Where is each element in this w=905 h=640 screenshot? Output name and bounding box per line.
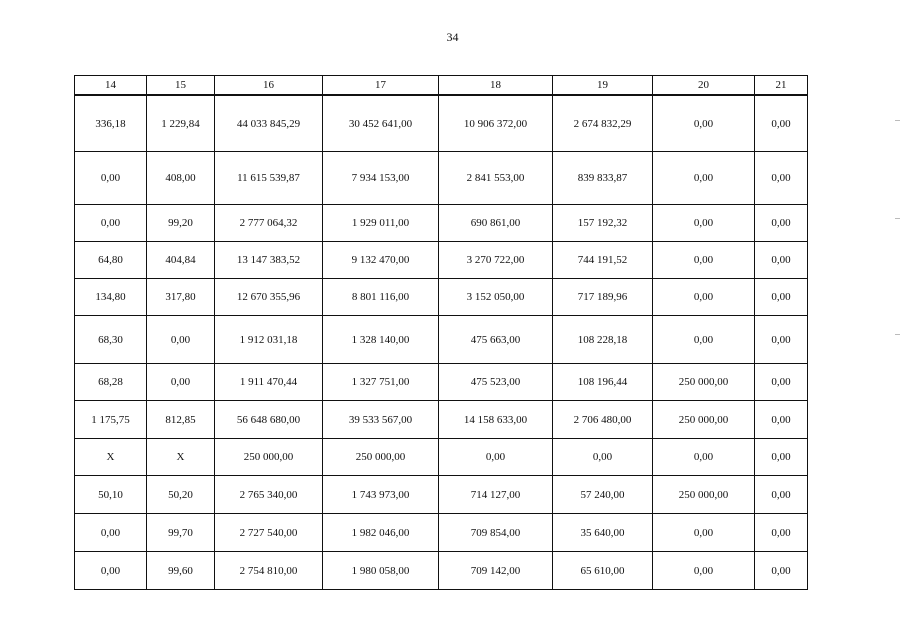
table-cell: 0,00 — [755, 95, 808, 152]
table-row — [75, 152, 808, 205]
table-cell: 50,20 — [147, 476, 215, 514]
table-cell: 317,80 — [147, 279, 215, 316]
column-header: 14 — [75, 76, 147, 96]
table-cell: 250 000,00 — [653, 364, 755, 401]
table-cell: 68,28 — [75, 364, 147, 401]
margin-mark — [895, 218, 900, 219]
table-cell: 8 801 116,00 — [323, 279, 439, 316]
table-cell: 1 929 011,00 — [323, 205, 439, 242]
table-cell: 65 610,00 — [553, 552, 653, 590]
table-cell: 14 158 633,00 — [439, 401, 553, 439]
table-cell: 0,00 — [755, 316, 808, 364]
table-cell: 0,00 — [75, 205, 147, 242]
table-cell: 475 523,00 — [439, 364, 553, 401]
table-cell: 3 270 722,00 — [439, 242, 553, 279]
table-cell: 0,00 — [755, 552, 808, 590]
table-row — [75, 364, 808, 401]
table-cell: 709 854,00 — [439, 514, 553, 552]
table-cell: 1 980 058,00 — [323, 552, 439, 590]
table-cell: 39 533 567,00 — [323, 401, 439, 439]
table-cell: 9 132 470,00 — [323, 242, 439, 279]
table-row — [75, 279, 808, 316]
table-cell: 1 911 470,44 — [215, 364, 323, 401]
table-cell: 0,00 — [653, 242, 755, 279]
table-cell: 1 229,84 — [147, 95, 215, 152]
table-cell: 157 192,32 — [553, 205, 653, 242]
margin-mark — [895, 334, 900, 335]
column-header: 18 — [439, 76, 553, 96]
table-cell: 1 327 751,00 — [323, 364, 439, 401]
table-cell: 408,00 — [147, 152, 215, 205]
table-cell: 0,00 — [553, 439, 653, 476]
table-row — [75, 95, 808, 152]
column-header: 16 — [215, 76, 323, 96]
table-cell: 2 727 540,00 — [215, 514, 323, 552]
column-header: 21 — [755, 76, 808, 96]
table-cell: 0,00 — [75, 514, 147, 552]
table-cell: 1 175,75 — [75, 401, 147, 439]
table-cell: 11 615 539,87 — [215, 152, 323, 205]
table-cell: 1 743 973,00 — [323, 476, 439, 514]
table-cell: 2 765 340,00 — [215, 476, 323, 514]
table-cell: 12 670 355,96 — [215, 279, 323, 316]
table-row — [75, 316, 808, 364]
table-cell: 0,00 — [75, 152, 147, 205]
table-cell: 0,00 — [653, 552, 755, 590]
table-cell: X — [75, 439, 147, 476]
column-header: 17 — [323, 76, 439, 96]
table-cell: 99,60 — [147, 552, 215, 590]
table-cell: 10 906 372,00 — [439, 95, 553, 152]
table-cell: 0,00 — [439, 439, 553, 476]
table-cell: 2 674 832,29 — [553, 95, 653, 152]
table-cell: 0,00 — [755, 439, 808, 476]
table-cell: 0,00 — [653, 316, 755, 364]
table-cell: 404,84 — [147, 242, 215, 279]
table-cell: 2 754 810,00 — [215, 552, 323, 590]
page-number: 34 — [446, 30, 459, 44]
table-row — [75, 205, 808, 242]
table-cell: 250 000,00 — [215, 439, 323, 476]
table-cell: 475 663,00 — [439, 316, 553, 364]
table-cell: 744 191,52 — [553, 242, 653, 279]
table-cell: 1 912 031,18 — [215, 316, 323, 364]
margin-mark — [895, 120, 900, 121]
table-row — [75, 514, 808, 552]
table-cell: 714 127,00 — [439, 476, 553, 514]
table-cell: 108 228,18 — [553, 316, 653, 364]
table-cell: 99,20 — [147, 205, 215, 242]
table-cell: X — [147, 439, 215, 476]
table-cell: 7 934 153,00 — [323, 152, 439, 205]
table-cell: 0,00 — [755, 364, 808, 401]
table-header-row — [75, 76, 808, 96]
table-cell: 0,00 — [755, 205, 808, 242]
table-cell: 709 142,00 — [439, 552, 553, 590]
table-cell: 0,00 — [653, 152, 755, 205]
table-cell: 2 706 480,00 — [553, 401, 653, 439]
table-cell: 64,80 — [75, 242, 147, 279]
table-cell: 812,85 — [147, 401, 215, 439]
table-cell: 0,00 — [653, 514, 755, 552]
table-cell: 0,00 — [147, 364, 215, 401]
table-cell: 0,00 — [653, 205, 755, 242]
table-row — [75, 439, 808, 476]
column-header: 15 — [147, 76, 215, 96]
table-cell: 0,00 — [755, 152, 808, 205]
table-cell: 0,00 — [755, 476, 808, 514]
table-cell: 35 640,00 — [553, 514, 653, 552]
table-cell: 0,00 — [75, 552, 147, 590]
table-cell: 68,30 — [75, 316, 147, 364]
table-row — [75, 242, 808, 279]
table-cell: 0,00 — [755, 401, 808, 439]
table-row — [75, 552, 808, 590]
table-cell: 717 189,96 — [553, 279, 653, 316]
table-cell: 250 000,00 — [653, 476, 755, 514]
table-cell: 0,00 — [653, 439, 755, 476]
table-cell: 57 240,00 — [553, 476, 653, 514]
column-header: 19 — [553, 76, 653, 96]
table-cell: 0,00 — [755, 242, 808, 279]
table-cell: 3 152 050,00 — [439, 279, 553, 316]
table-row — [75, 476, 808, 514]
table-cell: 30 452 641,00 — [323, 95, 439, 152]
table-cell: 0,00 — [653, 279, 755, 316]
table-cell: 839 833,87 — [553, 152, 653, 205]
table-cell: 1 982 046,00 — [323, 514, 439, 552]
table-cell: 134,80 — [75, 279, 147, 316]
table-cell: 13 147 383,52 — [215, 242, 323, 279]
table-cell: 2 841 553,00 — [439, 152, 553, 205]
table-cell: 56 648 680,00 — [215, 401, 323, 439]
column-header: 20 — [653, 76, 755, 96]
data-table — [74, 75, 808, 590]
table-cell: 0,00 — [755, 514, 808, 552]
table-cell: 0,00 — [653, 95, 755, 152]
table-cell: 44 033 845,29 — [215, 95, 323, 152]
table-cell: 1 328 140,00 — [323, 316, 439, 364]
table-row — [75, 401, 808, 439]
table-cell: 0,00 — [147, 316, 215, 364]
table-cell: 2 777 064,32 — [215, 205, 323, 242]
table-cell: 250 000,00 — [653, 401, 755, 439]
table-cell: 690 861,00 — [439, 205, 553, 242]
table-cell: 0,00 — [755, 279, 808, 316]
table-cell: 336,18 — [75, 95, 147, 152]
table-cell: 108 196,44 — [553, 364, 653, 401]
table-cell: 50,10 — [75, 476, 147, 514]
table-cell: 250 000,00 — [323, 439, 439, 476]
table-cell: 99,70 — [147, 514, 215, 552]
